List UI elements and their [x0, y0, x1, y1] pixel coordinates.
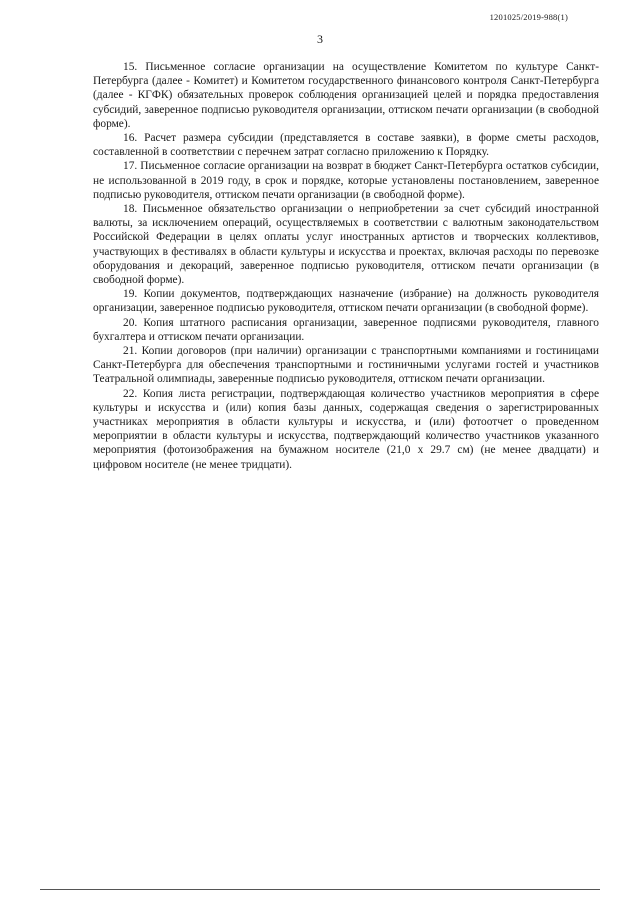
paragraph-20: 20. Копия штатного расписания организации, заверенное подписями руководителя, главного бухгалтера и оттиском печати организации. — [93, 316, 599, 343]
paragraph-15: 15. Письменное согласие организации на осуществление Комитетом по культуре Санкт-Петербурга (далее - Комитет) и Комитетом государственного финансового контроля Санкт-Петербурга (далее - КГФК) обязательных проверок соблюдения организацией целей и порядка предоставления субсидий, заверенное подписью руководителя организации, оттиском печати организации (в свободной форме). — [93, 61, 599, 130]
bottom-divider — [40, 889, 600, 890]
paragraph-17: 17. Письменное согласие организации на возврат в бюджет Санкт-Петербурга остатков субсидии, не использованной в 2019 году, в срок и порядке, которые установлены постановлением, заверенное подписью руководителя, оттиском печати организации (в свободной форме). — [93, 160, 599, 201]
page-number: 3 — [317, 32, 323, 46]
document-body — [93, 60, 599, 472]
document-code: 1201025/2019-988(1) — [489, 12, 568, 22]
paragraph-18: 18. Письменное обязательство организации о неприобретении за счет субсидий иностранной валюты, за исключением операций, осуществляемых в соответствии с валютным законодательством Российской Федерации в целях оплаты услуг иностранных артистов и творческих коллективов, участвующих в фестивалях в области культуры и искусства и проектах, включая расходы по перевозке оборудования и декораций, заверенное подписью руководителя, оттиском печати организации (в свободной форме). — [93, 203, 599, 287]
paragraph-16: 16. Расчет размера субсидии (представляется в составе заявки), в форме сметы расходов, составленной в соответствии с перечнем затрат согласно приложению к Порядку. — [93, 132, 599, 159]
paragraph-22: 22. Копия листа регистрации, подтверждающая количество участников мероприятия в сфере культуры и искусства и (или) копия базы данных, содержащая сведения о зарегистрированных участниках мероприятия в области культуры и искусства, и (или) фотоотчет о проведенном мероприятии в области культуры и искусства, подтверждающий количество участников указанного мероприятия (фотоизображения на бумажном носителе (21,0 х 29.7 см) (не менее двадцати) и цифровом носителе (не менее тридцати). — [93, 387, 599, 471]
paragraph-19: 19. Копии документов, подтверждающих назначение (избрание) на должность руководителя организации, заверенное подписью руководителя, оттиском печати организации (в свободной форме). — [93, 288, 599, 315]
paragraph-21: 21. Копии договоров (при наличии) организации с транспортными компаниями и гостиницами Санкт-Петербурга для обеспечения транспортными и гостиничными услугами гостей и участников Театральной олимпиады, заверенные подписью руководителя, оттиском печати организации. — [93, 345, 599, 386]
